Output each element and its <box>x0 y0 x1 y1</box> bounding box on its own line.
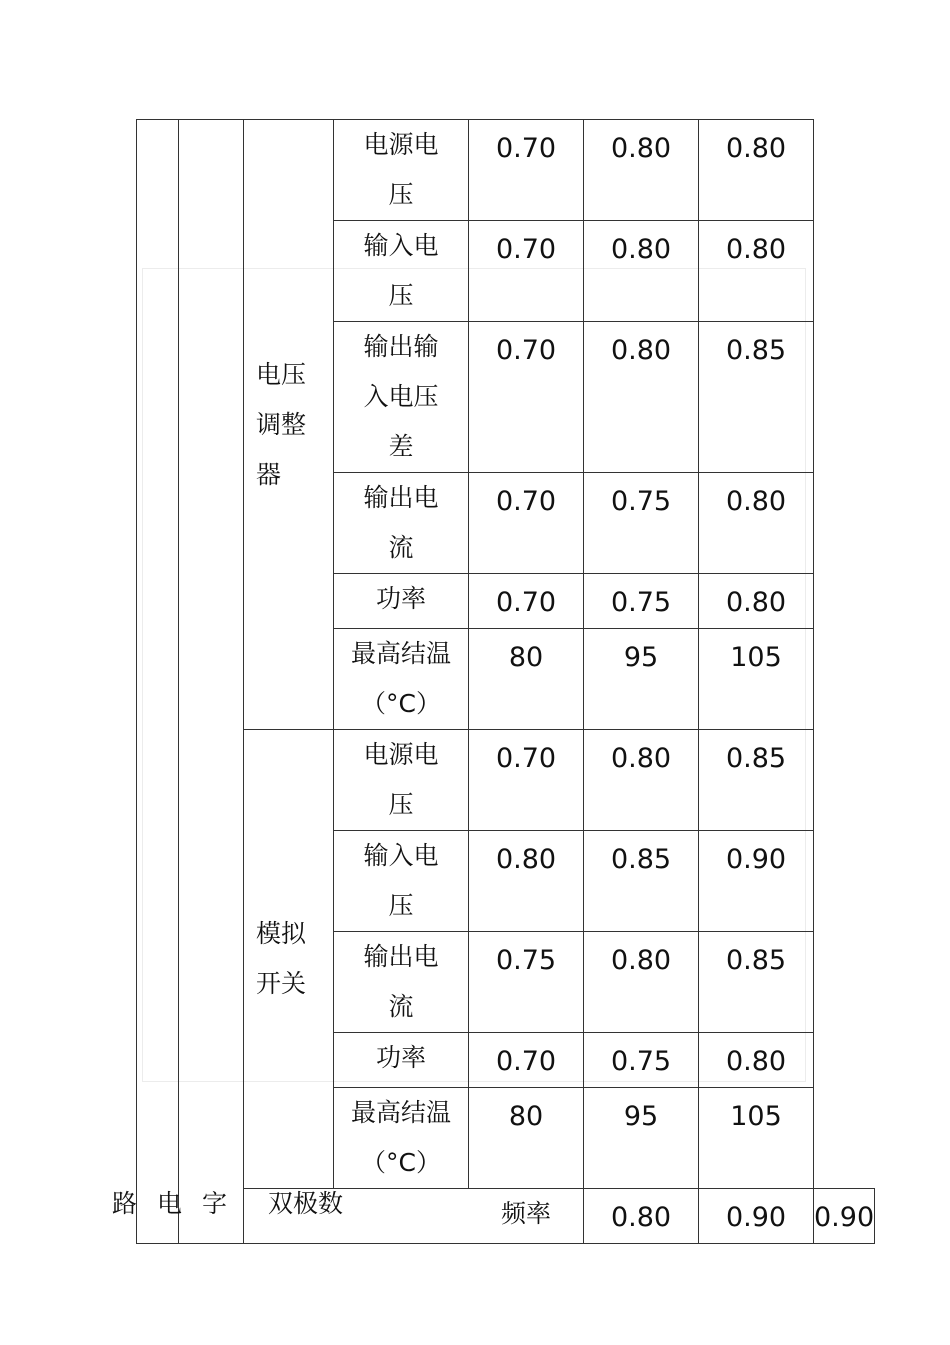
inner-blank-cell <box>179 120 244 1244</box>
param-cell: 电源电压 <box>334 730 469 831</box>
value-cell: 95 <box>584 1088 699 1189</box>
param-cell: 输出电流 <box>334 473 469 574</box>
outer-blank-cell <box>137 120 179 1244</box>
value-cell: 0.85 <box>584 831 699 932</box>
value-cell: 0.75 <box>584 473 699 574</box>
value-cell: 0.75 <box>584 574 699 629</box>
value-cell: 80 <box>469 1088 584 1189</box>
value-cell: 0.85 <box>699 730 814 831</box>
derating-table <box>136 119 875 1244</box>
value-cell: 0.80 <box>699 120 814 221</box>
value-cell: 0.80 <box>469 831 584 932</box>
value-cell: 0.80 <box>584 322 699 473</box>
value-cell: 0.80 <box>699 574 814 629</box>
param-cell: 功率 <box>334 1033 469 1088</box>
param-cell: 输入电压 <box>334 221 469 322</box>
value-cell: 0.80 <box>584 1189 699 1244</box>
digital-side-label: 路电字 <box>112 1189 248 1218</box>
table-row <box>137 1189 875 1244</box>
value-cell: 0.80 <box>584 221 699 322</box>
value-cell: 0.80 <box>699 221 814 322</box>
digital-overlap-label: 双极数 <box>268 1189 344 1218</box>
param-cell: 频率 <box>469 1189 584 1244</box>
param-cell: 最高结温（°C） <box>334 629 469 730</box>
value-cell: 0.70 <box>469 221 584 322</box>
param-cell: 最高结温（°C） <box>334 1088 469 1189</box>
value-cell: 0.85 <box>699 322 814 473</box>
value-cell: 0.90 <box>699 831 814 932</box>
table-row <box>137 730 875 831</box>
param-cell: 功率 <box>334 574 469 629</box>
value-cell: 0.80 <box>699 1033 814 1088</box>
value-cell: 0.90 <box>814 1189 875 1244</box>
value-cell: 0.70 <box>469 730 584 831</box>
param-cell: 输出电流 <box>334 932 469 1033</box>
value-cell: 105 <box>699 629 814 730</box>
value-cell: 0.70 <box>469 574 584 629</box>
value-cell: 0.80 <box>699 473 814 574</box>
value-cell: 105 <box>699 1088 814 1189</box>
value-cell: 0.80 <box>584 120 699 221</box>
value-cell: 0.75 <box>469 932 584 1033</box>
category-cell-regulator: 电压调整器 <box>244 120 334 730</box>
param-cell: 输出输入电压差 <box>334 322 469 473</box>
value-cell: 0.80 <box>584 730 699 831</box>
value-cell: 0.85 <box>699 932 814 1033</box>
value-cell: 0.70 <box>469 120 584 221</box>
value-cell: 80 <box>469 629 584 730</box>
param-cell: 电源电压 <box>334 120 469 221</box>
value-cell: 0.70 <box>469 1033 584 1088</box>
category-cell-switch: 模拟开关 <box>244 730 334 1189</box>
table-row <box>137 120 875 221</box>
param-cell: 输入电压 <box>334 831 469 932</box>
value-cell: 95 <box>584 629 699 730</box>
value-cell: 0.90 <box>699 1189 814 1244</box>
value-cell: 0.80 <box>584 932 699 1033</box>
value-cell: 0.75 <box>584 1033 699 1088</box>
value-cell: 0.70 <box>469 322 584 473</box>
value-cell: 0.70 <box>469 473 584 574</box>
